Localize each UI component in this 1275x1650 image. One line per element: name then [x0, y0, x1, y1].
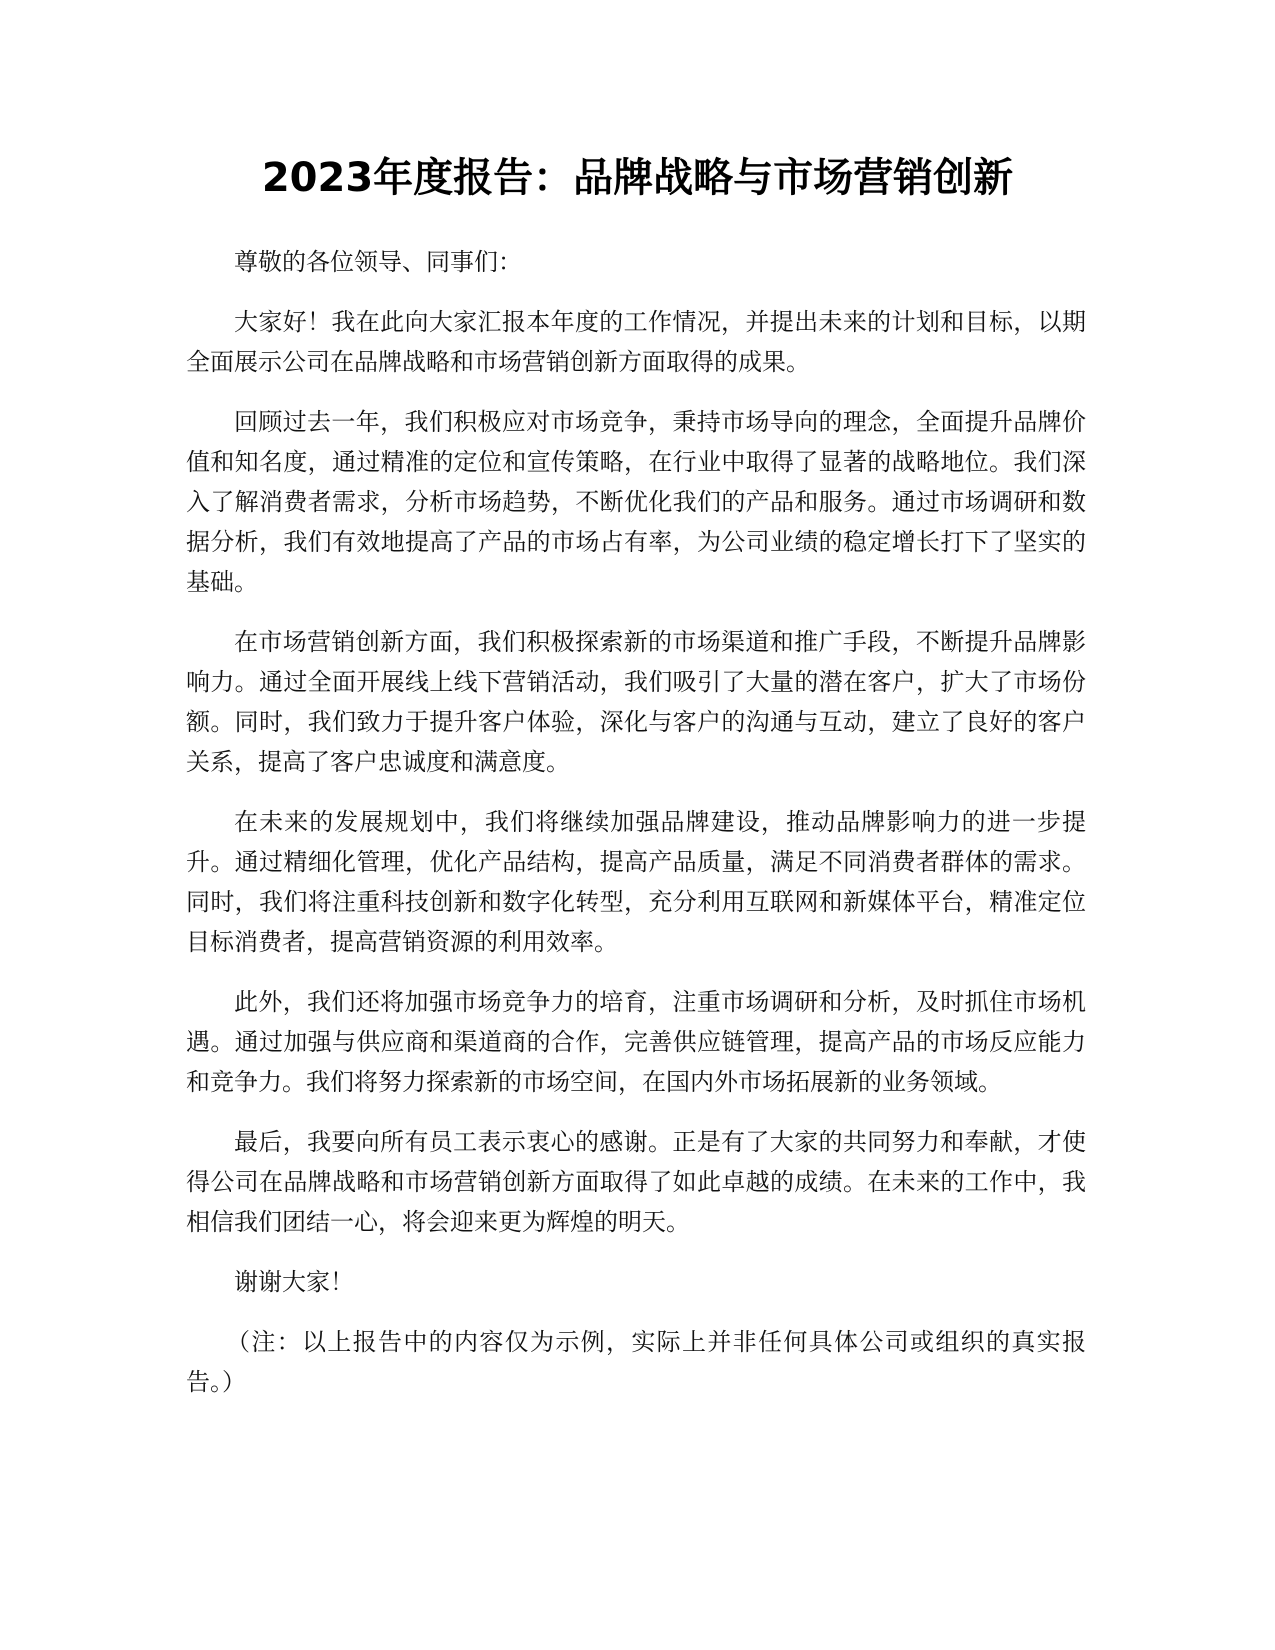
paragraph-opening: 大家好！我在此向大家汇报本年度的工作情况，并提出未来的计划和目标，以期全面展示公司在品牌战略和市场营销创新方面取得的成果。: [186, 308, 1086, 376]
document-title: 2023年度报告：品牌战略与市场营销创新: [261, 155, 1014, 201]
paragraph-review: 回顾过去一年，我们积极应对市场竞争，秉持市场导向的理念，全面提升品牌价值和知名度，通过精准的定位和宣传策略，在行业中取得了显著的战略地位。我们深入了解消费者需求，分析市场趋势，不断优化我们的产品和服务。通过市场调研和数据分析，我们有效地提高了产品的市场占有率，为公司业绩的稳定增长打下了坚实的基础。: [186, 408, 1086, 596]
paragraph-marketing-innovation: 在市场营销创新方面，我们积极探索新的市场渠道和推广手段，不断提升品牌影响力。通过全面开展线上线下营销活动，我们吸引了大量的潜在客户，扩大了市场份额。同时，我们致力于提升客户体验，深化与客户的沟通与互动，建立了良好的客户关系，提高了客户忠诚度和满意度。: [186, 628, 1086, 776]
paragraph-competitiveness: 此外，我们还将加强市场竞争力的培育，注重市场调研和分析，及时抓住市场机遇。通过加强与供应商和渠道商的合作，完善供应链管理，提高产品的市场反应能力和竞争力。我们将努力探索新的市场空间，在国内外市场拓展新的业务领域。: [186, 988, 1086, 1096]
closing: 谢谢大家！: [234, 1268, 354, 1296]
document-body: [186, 242, 1086, 1422]
salutation: 尊敬的各位领导、同事们：: [234, 248, 522, 276]
paragraph-thanks: 最后，我要向所有员工表示衷心的感谢。正是有了大家的共同努力和奉献，才使得公司在品牌战略和市场营销创新方面取得了如此卓越的成绩。在未来的工作中，我相信我们团结一心，将会迎来更为辉煌的明天。: [186, 1128, 1086, 1236]
paragraph-future-plan: 在未来的发展规划中，我们将继续加强品牌建设，推动品牌影响力的进一步提升。通过精细化管理，优化产品结构，提高产品质量，满足不同消费者群体的需求。同时，我们将注重科技创新和数字化转型，充分利用互联网和新媒体平台，精准定位目标消费者，提高营销资源的利用效率。: [186, 808, 1086, 956]
disclaimer-note: （注：以上报告中的内容仅为示例，实际上并非任何具体公司或组织的真实报告。）: [186, 1328, 1086, 1396]
